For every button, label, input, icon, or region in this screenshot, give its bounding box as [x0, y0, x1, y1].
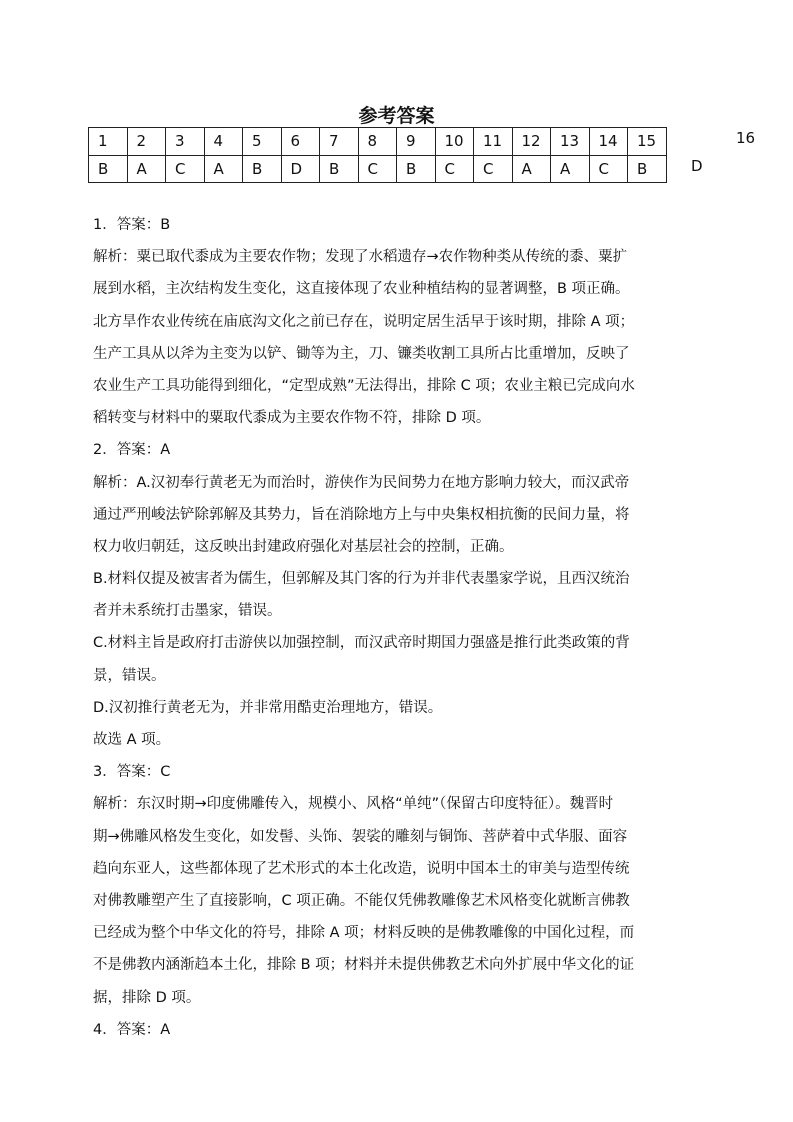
question-number: 1 — [89, 128, 128, 156]
explanation-line: B.材料仅提及被害者为儒生，但郭解及其门客的行为并非代表墨家学说，且西汉统治 — [93, 571, 630, 588]
answer-heading: 3．答案：C — [93, 764, 171, 781]
answer-letter: D — [281, 155, 320, 183]
explanation-line: 景，错误。 — [93, 667, 166, 684]
answer-number-row — [89, 128, 667, 156]
answer-explanations — [93, 209, 705, 1046]
question-number: 10 — [435, 128, 474, 156]
page-title: 参考答案 — [358, 105, 435, 127]
question-number: 3 — [166, 128, 205, 156]
answer-letter: A — [204, 155, 243, 183]
question-number: 2 — [127, 128, 166, 156]
answer-letter: C — [589, 155, 628, 183]
question-number: 16 — [736, 129, 756, 147]
answer-table — [88, 127, 667, 183]
explanation-line: 解析：东汉时期→印度佛雕传入，规模小、风格“单纯”（保留古印度特征）。魏晋时 — [93, 796, 614, 813]
question-number: 6 — [281, 128, 320, 156]
answer-letter: B — [397, 155, 436, 183]
explanation-line: 生产工具从以斧为主变为以铲、锄等为主，刀、镰类收割工具所占比重增加，反映了 — [93, 345, 630, 362]
answer-letter: A — [512, 155, 551, 183]
question-number: 7 — [320, 128, 359, 156]
question-number: 12 — [512, 128, 551, 156]
answer-letter: D — [691, 157, 703, 175]
question-number: 9 — [397, 128, 436, 156]
answer-letter: A — [551, 155, 590, 183]
explanation-line: 故选 A 项。 — [93, 732, 171, 748]
answer-letter-row — [89, 155, 667, 183]
explanation-line: 据，排除 D 项。 — [93, 989, 201, 1006]
answer-heading: 1．答案：B — [93, 217, 171, 233]
explanation-line: 已经成为整个中华文化的符号，排除 A 项；材料反映的是佛教雕像的中国化过程，而 — [93, 925, 635, 942]
question-number: 4 — [204, 128, 243, 156]
answer-letter: C — [358, 155, 397, 183]
answer-letter: B — [89, 155, 128, 183]
question-number: 11 — [474, 128, 513, 156]
answer-heading: 2．答案：A — [93, 442, 171, 459]
explanation-line: C.材料主旨是政府打击游侠以加强控制，而汉武帝时期国力强盛是推行此类政策的背 — [93, 635, 630, 652]
answer-letter: C — [166, 155, 205, 183]
question-number: 15 — [628, 128, 667, 156]
answer-letter: C — [474, 155, 513, 183]
explanation-line: 者并未系统打击墨家，错误。 — [93, 603, 282, 620]
explanation-line: 解析：粟已取代黍成为主要农作物；发现了水稻遗存→农作物种类从传统的黍、粟扩 — [93, 249, 628, 266]
answer-letter: B — [320, 155, 359, 183]
question-number: 14 — [589, 128, 628, 156]
answer-letter: B — [243, 155, 282, 183]
explanation-line: 通过严刑峻法铲除郭解及其势力，旨在消除地方上与中央集权相抗衡的民间力量，将 — [93, 506, 630, 523]
explanation-line: 农业生产工具功能得到细化，“定型成熟”无法得出，排除 C 项；农业主粮已完成向水 — [93, 377, 635, 394]
explanation-line: 稻转变与材料中的粟取代黍成为主要农作物不符，排除 D 项。 — [93, 410, 491, 427]
question-number: 8 — [358, 128, 397, 156]
question-number: 13 — [551, 128, 590, 156]
explanation-line: 解析：A.汉初奉行黄老无为而治时，游侠作为民间势力在地方影响力较大，而汉武帝 — [93, 474, 630, 491]
explanation-line: 展到水稻，主次结构发生变化，这直接体现了农业种植结构的显著调整，B 项正确。 — [93, 281, 630, 298]
explanation-line: 北方旱作农业传统在庙底沟文化之前已存在，说明定居生活早于该时期，排除 A 项； — [93, 313, 635, 330]
explanation-line: D.汉初推行黄老无为，并非常用酷吏治理地方，错误。 — [93, 699, 443, 716]
answer-letter: A — [127, 155, 166, 183]
question-number: 5 — [243, 128, 282, 156]
explanation-line: 不是佛教内涵渐趋本土化，排除 B 项；材料并未提供佛教艺术向外扩展中华文化的证 — [93, 957, 635, 974]
answer-heading: 4．答案：A — [93, 1021, 171, 1038]
explanation-line: 趋向东亚人，这些都体现了艺术形式的本土化改造，说明中国本土的审美与造型传统 — [93, 860, 630, 877]
explanation-line: 期→佛雕风格发生变化，如发髻、头饰、袈裟的雕刻与铜饰、菩萨着中式华服、面容 — [93, 828, 628, 845]
explanation-line: 权力收归朝廷，这反映出封建政府强化对基层社会的控制，正确。 — [93, 538, 514, 555]
answer-letter: C — [435, 155, 474, 183]
answer-letter: B — [628, 155, 667, 183]
explanation-line: 对佛教雕塑产生了直接影响，C 项正确。不能仅凭佛教雕像艺术风格变化就断言佛教 — [93, 892, 630, 909]
